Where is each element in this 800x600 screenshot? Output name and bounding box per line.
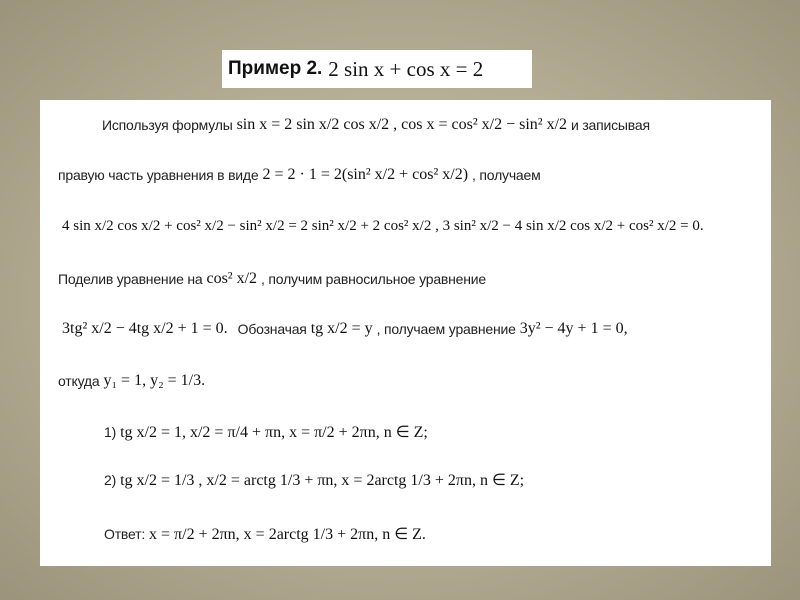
- line-text: и записывая: [571, 117, 650, 133]
- formula-line: [102, 116, 650, 134]
- line-text: , получаем уравнение: [376, 321, 516, 337]
- expanded-equation-line: [58, 218, 708, 235]
- line-math: 4 sin x/2 cos x/2 + cos² x/2 − sin² x/2 = 2 sin² x/2 + 2 cos² x/2 , 3 sin² x/2 − 4 sin x/2 cos x/2 + cos² x/2 = 0.: [62, 218, 704, 234]
- line-math: 2 = 2 · 1 = 2(sin² x/2 + cos² x/2): [262, 166, 469, 183]
- line-text: Используя формулы: [102, 117, 233, 133]
- line-text: , получим равносильное уравнение: [261, 271, 486, 287]
- line-math: tg x/2 = 1, x/2 = π/4 + πn, x = π/2 + 2πn, n ∈ Z;: [120, 424, 428, 441]
- answer-label: Ответ:: [104, 526, 146, 542]
- line-text: правую часть уравнения в виде: [58, 167, 259, 183]
- line-math: sin x = 2 sin x/2 cos x/2 , cos x = cos² x/2 − sin² x/2: [236, 116, 568, 133]
- example-label: Пример 2.: [228, 58, 323, 79]
- roots-line: [58, 372, 209, 390]
- substitution-line: [58, 320, 632, 338]
- line-text: откуда: [58, 373, 100, 389]
- line-text: Поделив уравнение на: [58, 271, 203, 287]
- case-one-line: [104, 422, 432, 442]
- line-math: tg x/2 = y: [310, 320, 373, 337]
- example-equation: 2 sin x + cos x = 2: [328, 56, 484, 81]
- line-text: , получаем: [472, 167, 541, 183]
- line-math: 3tg² x/2 − 4tg x/2 + 1 = 0.: [62, 320, 228, 337]
- line-math: 3y² − 4y + 1 = 0,: [519, 320, 628, 337]
- case-two-line: [104, 470, 528, 490]
- line-text: Обозначая: [237, 321, 307, 337]
- answer-line: [104, 524, 430, 544]
- line-math: tg x/2 = 1/3 , x/2 = arctg 1/3 + πn, x = 2arctg 1/3 + 2πn, n ∈ Z;: [120, 472, 525, 489]
- rhs-line: [58, 166, 541, 184]
- answer-math: x = π/2 + 2πn, x = 2arctg 1/3 + 2πn, n ∈ Z.: [149, 526, 426, 543]
- divide-line: [58, 270, 486, 288]
- line-math: cos² x/2: [206, 270, 258, 287]
- case-number: 2): [104, 472, 117, 488]
- solution-sheet: [40, 100, 771, 566]
- case-number: 1): [104, 424, 117, 440]
- line-math: y₁ = 1, y₂ = 1/3.: [103, 372, 206, 389]
- example-title: [222, 50, 532, 88]
